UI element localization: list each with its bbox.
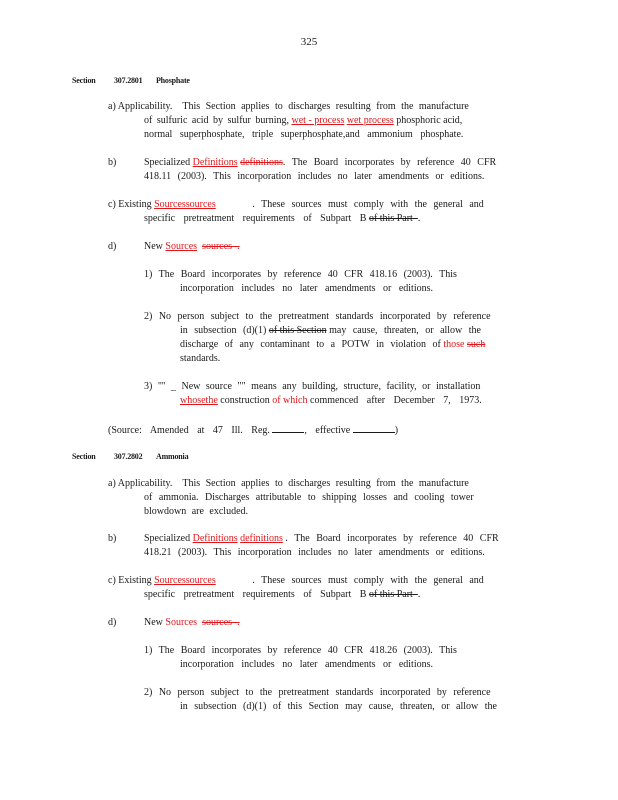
text-line: in subsection (d)(1) (180, 325, 267, 336)
deleted-text: definitions (240, 157, 283, 168)
text-line: . The Board incorporates by reference 40 CFR (282, 157, 497, 168)
text-line: in subsection (d)(1) of this Section may cause, threaten, or allow the (180, 701, 497, 712)
page-number: 325 (300, 36, 318, 48)
item-label: a) Applicability. (108, 101, 173, 112)
inserted-text: those (443, 339, 465, 350)
deleted-text: of this Part (368, 213, 413, 224)
blank-line (272, 422, 304, 433)
section-heading-phosphate (72, 76, 190, 85)
deleted-text: of this Section (268, 325, 327, 336)
text-line: normal superphosphate, triple superphosphate,and ammonium phosphate. (144, 129, 464, 140)
paragraph-b-definitions (108, 156, 496, 184)
text-line: . These sources must comply with the general and (252, 575, 484, 586)
inserted-text: wet process (346, 115, 394, 126)
inserted-text: Sourcessources (154, 199, 216, 210)
section-label: Section (72, 76, 96, 85)
item-label: b) (108, 157, 117, 168)
paragraph-c-existing-sources: c) Existing Sourcessources . These sources must comply with the general and specific pretreatment requirements of Subpart B of this Part . (108, 575, 484, 600)
subitem-d1 (144, 268, 457, 296)
deleted-text: sources (202, 617, 233, 628)
source-text: (Source: Amended at 47 Ill. Reg. (108, 425, 270, 436)
inserted-text: Definitions (192, 533, 238, 544)
text-line: Specialized (144, 533, 191, 544)
source-text: , effective (304, 425, 351, 436)
item-label: d) (108, 241, 117, 252)
text-line: 1) The Board incorporates by reference 40 CFR 418.16 (2003). This (144, 269, 457, 280)
text-line: 418.11 (2003). This incorporation includes no later amendments or editions. (144, 171, 485, 182)
text-line: incorporation includes no later amendments or editions. (180, 283, 433, 294)
subitem-d1 (144, 644, 457, 672)
blank-line (353, 422, 395, 433)
section-number: 307.2802 (114, 452, 143, 461)
text-line: 2) No person subject to the pretreatment standards incorporated by reference (144, 687, 491, 698)
section-label: Section (72, 452, 96, 461)
deleted-text: of this Part (368, 589, 413, 600)
text-line: construction (220, 395, 270, 406)
paragraph-c-existing-sources: c) Existing Sourcessources . These sources must comply with the general and specific pretreatment requirements of Subpart B of this Part . (108, 199, 484, 224)
paragraph-a-applicability (108, 477, 474, 519)
inserted-text: whosethe (180, 395, 218, 406)
item-label: d) (108, 617, 117, 628)
inserted-text: Sourcessources (154, 575, 216, 586)
item-label: a) Applicability. (108, 478, 173, 489)
text-line: commenced after December 7, 1973. (310, 395, 482, 406)
section-number: 307.2801 (114, 76, 143, 85)
text-line: 2) No person subject to the pretreatment standards incorporated by reference (144, 311, 491, 322)
text-line: may cause, threaten, or allow the (329, 325, 481, 336)
subitem-d2 (144, 310, 491, 366)
text-line: New (144, 617, 163, 628)
subitem-d3 (144, 380, 482, 408)
section-title: Ammonia (156, 452, 189, 461)
inserted-text: Definitions (192, 157, 238, 168)
paragraph-a-applicability (108, 100, 469, 142)
item-label: c) Existing (108, 199, 152, 210)
inserted-text: Sources (165, 241, 198, 252)
paragraph-b-definitions (108, 532, 499, 560)
text-line: of ammonia. Discharges attributable to shipping losses and cooling tower (144, 492, 474, 503)
section-title: Phosphate (156, 76, 190, 85)
inserted-text: definitions (240, 533, 283, 544)
text-line: 418.21 (2003). This incorporation includes no later amendments or editions. (144, 547, 485, 558)
paragraph-d-new-sources: d) New Sources sources . (108, 241, 240, 252)
item-label: c) Existing (108, 575, 152, 586)
text-line: specific pretreatment requirements of Subpart B (144, 213, 367, 224)
text-line: This Section applies to discharges resulting from the manufacture (182, 101, 469, 112)
text-line: 1) The Board incorporates by reference 40 CFR 418.26 (2003). This (144, 645, 457, 656)
source-note (108, 422, 398, 438)
text-line: . The Board incorporates by reference 40 CFR (285, 533, 499, 544)
section-heading-ammonia (72, 452, 188, 461)
deleted-text: such (466, 339, 486, 350)
source-text: ) (394, 425, 399, 436)
text-line: of sulfuric acid by sulfur burning, (144, 115, 289, 126)
text-line: incorporation includes no later amendments or editions. (180, 659, 433, 670)
inserted-text: of which (272, 395, 308, 406)
paragraph-d-new-sources: d) New Sources sources . (108, 617, 240, 628)
inserted-text: wet - process (291, 115, 345, 126)
subitem-d2 (144, 686, 497, 714)
text-line: phosphoric acid, (396, 115, 463, 126)
text-line: This Section applies to discharges resulting from the manufacture (182, 478, 469, 489)
text-line: blowdown are excluded. (144, 506, 249, 517)
item-label: b) (108, 533, 117, 544)
text-line: 3) "'' _ New source "" means any building, structure, facility, or installation (144, 381, 481, 392)
text-line: Specialized (144, 157, 191, 168)
deleted-text: sources (202, 241, 233, 252)
text-line: . These sources must comply with the general and (252, 199, 484, 210)
text-line: New (144, 241, 163, 252)
text-line: discharge of any contaminant to a POTW in violation of (180, 339, 441, 350)
text-line: standards. (180, 353, 221, 364)
inserted-text: Sources (165, 617, 198, 628)
text-line: specific pretreatment requirements of Subpart B (144, 589, 367, 600)
